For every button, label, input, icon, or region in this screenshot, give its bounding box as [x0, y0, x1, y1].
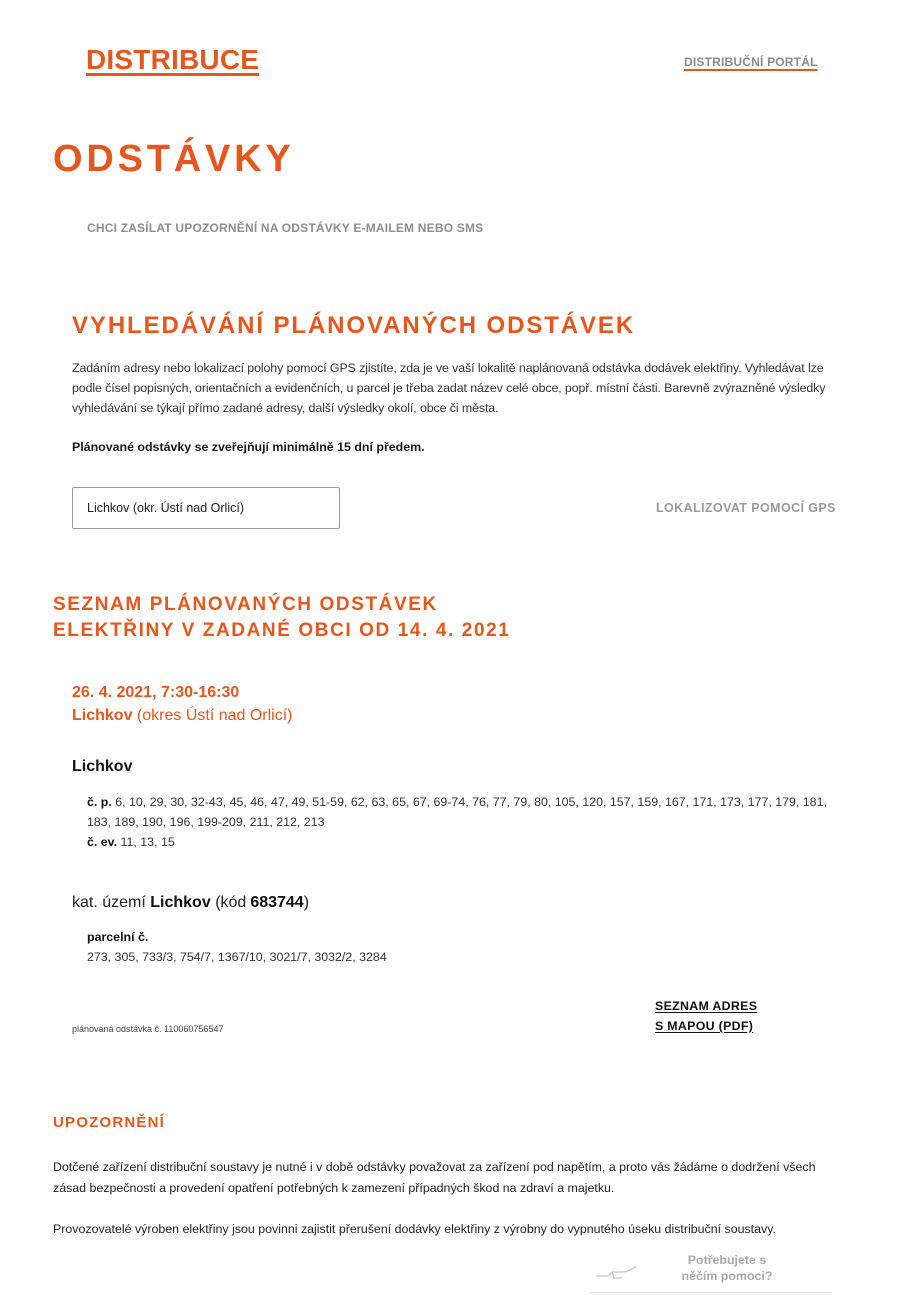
address-search-field[interactable]: [72, 487, 340, 529]
cadastral-code-prefix: (kód: [215, 894, 247, 911]
logo-link[interactable]: DISTRIBUCE: [86, 44, 260, 75]
results-heading: [53, 592, 510, 644]
warning-paragraph-2: Provozovatelé výroben elektřiny jsou povinni zajistit přerušení dodávky elektřiny z výrobny do vypnutého úseku distribuční soustavy.: [53, 1222, 776, 1236]
help-line2[interactable]: něčím pomoci?: [681, 1269, 773, 1283]
cp-row: [87, 792, 837, 832]
parcel-list: 273, 305, 733/3, 754/7, 1367/10, 3021/7, 3032/2, 3284: [87, 950, 387, 964]
search-heading: VYHLEDÁVÁNÍ PLÁNOVANÝCH ODSTÁVEK: [72, 312, 636, 339]
help-line1[interactable]: Potřebujete s: [687, 1253, 767, 1267]
ce-numbers: 11, 13, 15: [120, 835, 175, 849]
address-list-line2[interactable]: S MAPOU (PDF): [655, 1019, 754, 1033]
outage-location: [72, 707, 293, 725]
warning-heading: UPOZORNĚNÍ: [53, 1114, 166, 1131]
address-search-input[interactable]: [73, 488, 339, 528]
outage-number: plánovaná odstávka č. 110060756547: [72, 1024, 224, 1034]
ce-row: [87, 832, 837, 852]
cp-label: č. p.: [87, 795, 112, 809]
address-list-pdf-link[interactable]: [655, 996, 757, 1036]
publication-note: Plánované odstávky se zveřejňují minimálně 15 dní předem.: [72, 440, 425, 454]
address-list-line1[interactable]: SEZNAM ADRES: [655, 999, 758, 1013]
portal-link[interactable]: DISTRIBUČNÍ PORTÁL: [684, 55, 818, 69]
cadastral-code-suffix: ): [303, 894, 310, 911]
warning-paragraph-1: Dotčené zařízení distribuční soustavy je nutné i v době odstávky považovat za zařízení pod napětím, a proto vás žádáme o dodržení všech zásad bezpečnosti a provedení opatření potřebných k zamezení případných škod na zdraví a majetku.: [53, 1160, 816, 1195]
town-name: Lichkov: [72, 758, 133, 775]
subscribe-link[interactable]: CHCI ZASÍLAT UPOZORNĚNÍ NA ODSTÁVKY E-MAILEM NEBO SMS: [87, 221, 484, 235]
cadastral-area: [72, 894, 309, 912]
house-numbers: [87, 792, 837, 852]
outage-datetime: 26. 4. 2021, 7:30-16:30: [72, 684, 240, 701]
cadastral-name: Lichkov: [150, 894, 211, 911]
page-title: ODSTÁVKY: [53, 138, 295, 180]
chat-bubble-icon: [594, 1262, 640, 1289]
outage-place-name: Lichkov: [72, 707, 133, 724]
gps-locate-button[interactable]: LOKALIZOVAT POMOCÍ GPS: [656, 501, 836, 515]
cadastral-code: 683744: [250, 894, 304, 911]
outage-district: (okres Ústí nad Orlicí): [136, 707, 293, 724]
help-chat-widget[interactable]: [590, 1250, 832, 1293]
ce-label: č. ev.: [87, 835, 118, 849]
parcel-label: parcelní č.: [87, 930, 149, 944]
cp-numbers: 6, 10, 29, 30, 32-43, 45, 46, 47, 49, 51-59, 62, 63, 65, 67, 69-74, 76, 77, 79, 80, 105, 120, 157, 159, 167, 171, 173, 177, 179, 181, 183, 189, 190, 196, 199-209, 211, 212, 213: [87, 795, 827, 829]
results-heading-line2: ELEKTŘINY V ZADANÉ OBCI OD 14. 4. 2021: [53, 620, 511, 641]
search-intro: Zadáním adresy nebo lokalizací polohy pomocí GPS zjistíte, zda je ve vaší lokalitě naplánovaná odstávka dodávek elektřiny. Vyhledávat lze podle čísel popisných, orientačních a evidenčních, u parcel je třeba zadat název celé obce, popř. místní části. Barevně zvýrazněné výsledky vyhledávání se týkají přímo zadané adresy, další výsledky okolí, obce či města.: [72, 361, 826, 415]
results-heading-line1: SEZNAM PLÁNOVANÝCH ODSTÁVEK: [53, 594, 438, 615]
help-chat-text[interactable]: [672, 1252, 782, 1284]
cadastral-prefix: kat. území: [72, 894, 146, 911]
